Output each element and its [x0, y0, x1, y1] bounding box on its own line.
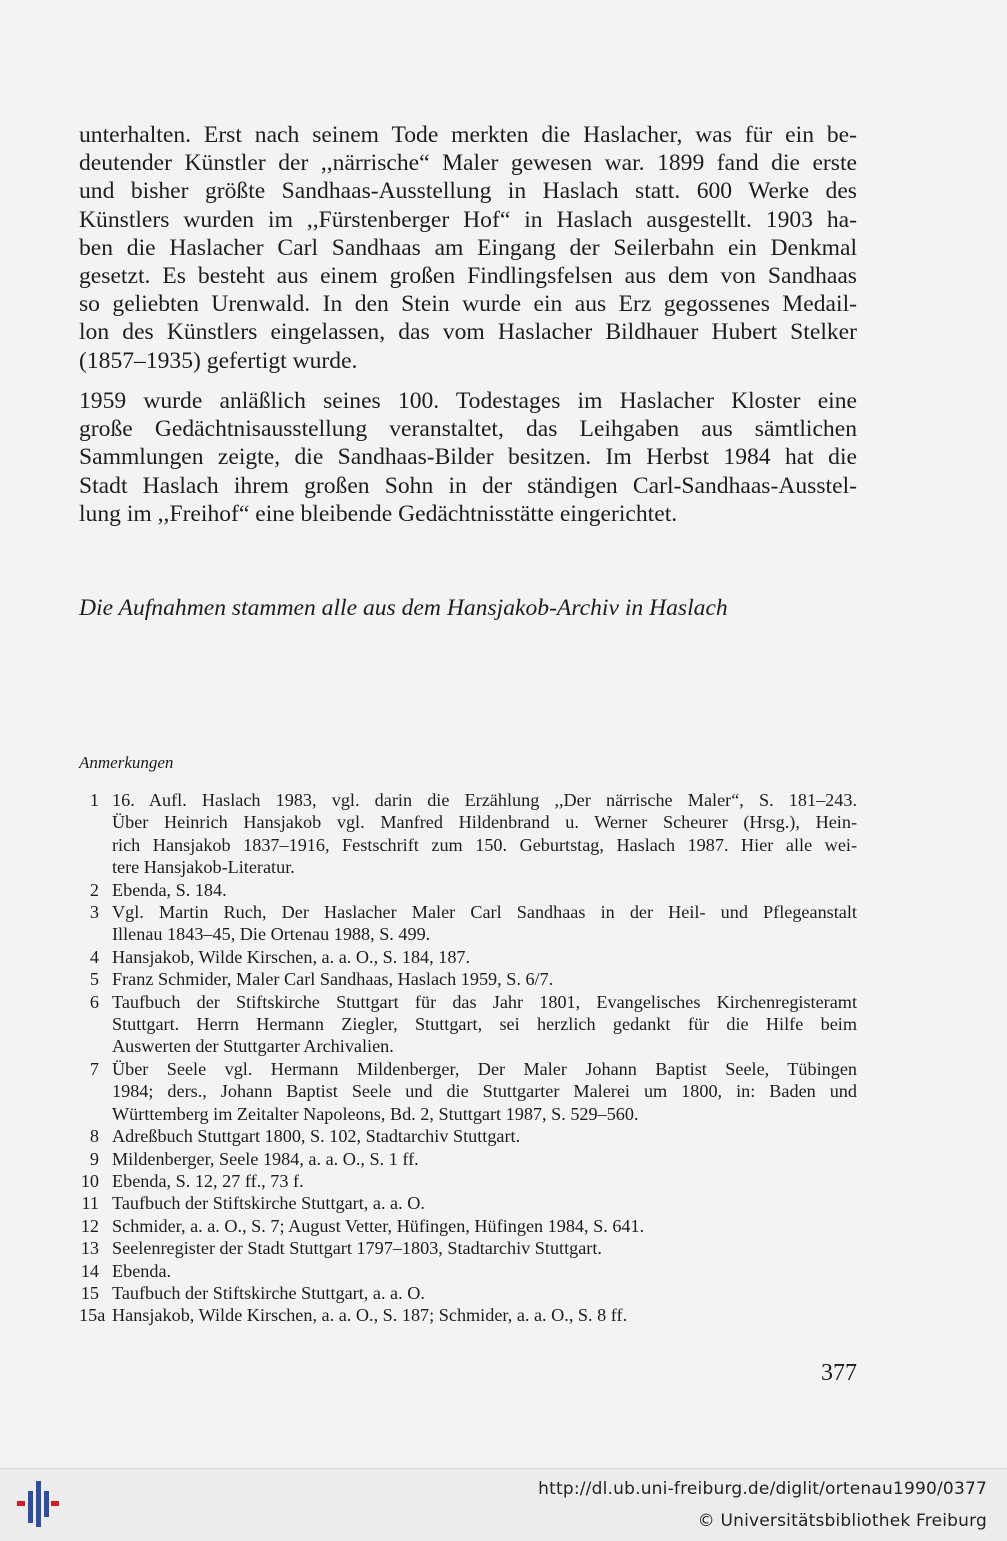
- footnote-line: rich Hansjakob 1837–1916, Festschrift zum 150. Geburtstag, Haslach 1987. Hier alle wei-: [112, 834, 857, 855]
- text-line: so geliebten Urenwald. In den Stein wurde ein aus Erz gegossenes Medail-: [79, 291, 857, 318]
- footnote-line: Ebenda.: [112, 1260, 172, 1281]
- footnote-number: 12: [80, 1215, 99, 1236]
- notes-heading: Anmerkungen: [79, 753, 174, 772]
- footnote-line: Ebenda, S. 184.: [112, 879, 227, 900]
- footnote-line: 16. Aufl. Haslach 1983, vgl. darin die Erzählung ,,Der närrische Maler“, S. 181–243.: [112, 790, 857, 810]
- library-footer: [0, 1468, 1007, 1541]
- footnote-item: [79, 901, 857, 946]
- footnote-item: [79, 1215, 857, 1237]
- footnote-text: [112, 901, 857, 946]
- body-paragraph-1: [79, 121, 857, 375]
- footnote-number: 8: [89, 1126, 99, 1147]
- footnote-number: 3: [89, 902, 99, 923]
- footnote-line: Ebenda, S. 12, 27 ff., 73 f.: [112, 1170, 304, 1191]
- text-line: Stadt Haslach ihrem großen Sohn in der ständigen Carl-Sandhaas-Ausstel-: [79, 472, 857, 499]
- footnote-text: [112, 968, 857, 990]
- footnote-line: Illenau 1843–45, Die Ortenau 1988, S. 499.: [112, 924, 431, 945]
- footnote-line: Über Heinrich Hansjakob vgl. Manfred Hildenbrand u. Werner Scheurer (Hrsg.), Hein-: [112, 812, 857, 833]
- text-line: deutender Künstler der ,,närrische“ Maler gewesen war. 1899 fand die erste: [79, 150, 857, 177]
- footnote-item: [79, 991, 857, 1058]
- footnote-text: [112, 879, 857, 901]
- footnote-line: Stuttgart. Herrn Hermann Ziegler, Stuttgart, sei herzlich gedankt für die Hilfe beim: [112, 1014, 857, 1035]
- text-line: (1857–1935) gefertigt wurde.: [79, 347, 358, 374]
- footnote-number: 4: [89, 946, 99, 967]
- footnote-number: 15: [80, 1282, 99, 1303]
- text-line: Künstlers wurden im ,,Fürstenberger Hof“ in Haslach ausgestellt. 1903 ha-: [79, 206, 857, 233]
- text-line: unterhalten. Erst nach seinem Tode merkten die Haslacher, was für ein be-: [79, 122, 857, 148]
- footnote-line: Über Seele vgl. Hermann Mildenberger, Der Maler Johann Baptist Seele, Tübingen: [112, 1058, 857, 1079]
- text-line: und bisher größte Sandhaas-Ausstellung in Haslach statt. 600 Werke des: [79, 178, 857, 205]
- footnote-item: [79, 1170, 857, 1192]
- footnote-text: [112, 1170, 857, 1192]
- footnote-text: [112, 789, 857, 879]
- footnote-number: 15a: [79, 1305, 106, 1326]
- text-line: gesetzt. Es besteht aus einem großen Findlingsfelsen aus dem von Sandhaas: [79, 263, 857, 290]
- footnote-number: 11: [81, 1193, 99, 1214]
- page-number: 377: [821, 1360, 857, 1386]
- footnote-line: Auswerten der Stuttgarter Archivalien.: [112, 1036, 394, 1057]
- footnote-line: Franz Schmider, Maler Carl Sandhaas, Haslach 1959, S. 6/7.: [112, 969, 554, 990]
- footnotes-list: [79, 789, 857, 1327]
- footnote-line: Hansjakob, Wilde Kirschen, a. a. O., S. 184, 187.: [112, 946, 471, 967]
- footnote-line: Taufbuch der Stiftskirche Stuttgart für das Jahr 1801, Evangelisches Kirchenregisteramt: [112, 991, 857, 1012]
- footnote-text: [112, 946, 857, 968]
- permalink-url[interactable]: http://dl.ub.uni-freiburg.de/diglit/ortenau1990/0377: [538, 1479, 987, 1499]
- footnote-item: [79, 1192, 857, 1214]
- footnote-line: Taufbuch der Stiftskirche Stuttgart, a. a. O.: [112, 1282, 425, 1303]
- footnote-number: 10: [80, 1170, 99, 1191]
- footnote-item: [79, 1260, 857, 1282]
- footnote-number: 1: [89, 790, 99, 810]
- photo-credit-caption: Die Aufnahmen stammen alle aus dem Hansjakob-Archiv in Haslach: [79, 595, 728, 621]
- footnote-item: [79, 1125, 857, 1147]
- footnote-text: [112, 1148, 857, 1170]
- text-line: 1959 wurde anläßlich seines 100. Todestages im Haslacher Kloster eine: [79, 388, 857, 414]
- footnote-item: [79, 1058, 857, 1125]
- footnote-text: [112, 1237, 857, 1259]
- footnote-line: Mildenberger, Seele 1984, a. a. O., S. 1 ff.: [112, 1148, 419, 1169]
- footnote-item: [79, 1282, 857, 1304]
- footnote-line: Württemberg im Zeitalter Napoleons, Bd. 2, Stuttgart 1987, S. 529–560.: [112, 1103, 639, 1124]
- footnote-line: Hansjakob, Wilde Kirschen, a. a. O., S. 187; Schmider, a. a. O., S. 8 ff.: [112, 1305, 628, 1326]
- footnote-item: [79, 968, 857, 990]
- footnote-number: 5: [89, 969, 99, 990]
- university-library-logo-icon: [12, 1477, 64, 1533]
- footnote-item: [79, 879, 857, 901]
- footnote-number: 9: [89, 1148, 99, 1169]
- footnote-text: [112, 1215, 857, 1237]
- footnote-line: Schmider, a. a. O., S. 7; August Vetter, Hüfingen, Hüfingen 1984, S. 641.: [112, 1215, 645, 1236]
- footnote-item: [79, 1237, 857, 1259]
- footnote-text: [112, 1304, 857, 1326]
- footnote-text: [112, 1058, 857, 1125]
- body-paragraph-2: [79, 387, 857, 528]
- footnote-text: [112, 1282, 857, 1304]
- footnote-number: 7: [89, 1058, 99, 1079]
- footnote-line: Vgl. Martin Ruch, Der Haslacher Maler Carl Sandhaas in der Heil- und Pflegeanstalt: [112, 902, 857, 923]
- footnote-line: Adreßbuch Stuttgart 1800, S. 102, Stadtarchiv Stuttgart.: [112, 1126, 521, 1147]
- footnote-number: 6: [89, 991, 99, 1012]
- footnote-line: tere Hansjakob-Literatur.: [112, 857, 295, 878]
- footnote-line: Taufbuch der Stiftskirche Stuttgart, a. a. O.: [112, 1193, 425, 1214]
- footnote-text: [112, 991, 857, 1058]
- footnote-item: [79, 946, 857, 968]
- footnote-text: [112, 1192, 857, 1214]
- text-line: große Gedächtnisausstellung veranstaltet, das Leihgaben aus sämtlichen: [79, 416, 857, 443]
- footnote-number: 14: [80, 1260, 99, 1281]
- footnote-number: 2: [89, 879, 99, 900]
- footnote-item: [79, 789, 857, 879]
- footnote-line: 1984; ders., Johann Baptist Seele und die Stuttgarter Malerei um 1800, in: Baden und: [112, 1081, 857, 1102]
- footnote-item: [79, 1148, 857, 1170]
- text-line: ben die Haslacher Carl Sandhaas am Eingang der Seilerbahn ein Denkmal: [79, 234, 857, 261]
- footnote-number: 13: [80, 1238, 99, 1259]
- text-line: Sammlungen zeigte, die Sandhaas-Bilder besitzen. Im Herbst 1984 hat die: [79, 444, 857, 471]
- text-line: lon des Künstlers eingelassen, das vom Haslacher Bildhauer Hubert Stelker: [79, 319, 857, 346]
- footnote-text: [112, 1125, 857, 1147]
- footnote-line: Seelenregister der Stadt Stuttgart 1797–1803, Stadtarchiv Stuttgart.: [112, 1238, 602, 1259]
- footnote-text: [112, 1260, 857, 1282]
- text-line: lung im ,,Freihof“ eine bleibende Gedächtnisstätte eingerichtet.: [79, 500, 678, 527]
- copyright-notice: © Universitätsbibliothek Freiburg: [697, 1511, 987, 1531]
- footnote-item: [79, 1304, 857, 1326]
